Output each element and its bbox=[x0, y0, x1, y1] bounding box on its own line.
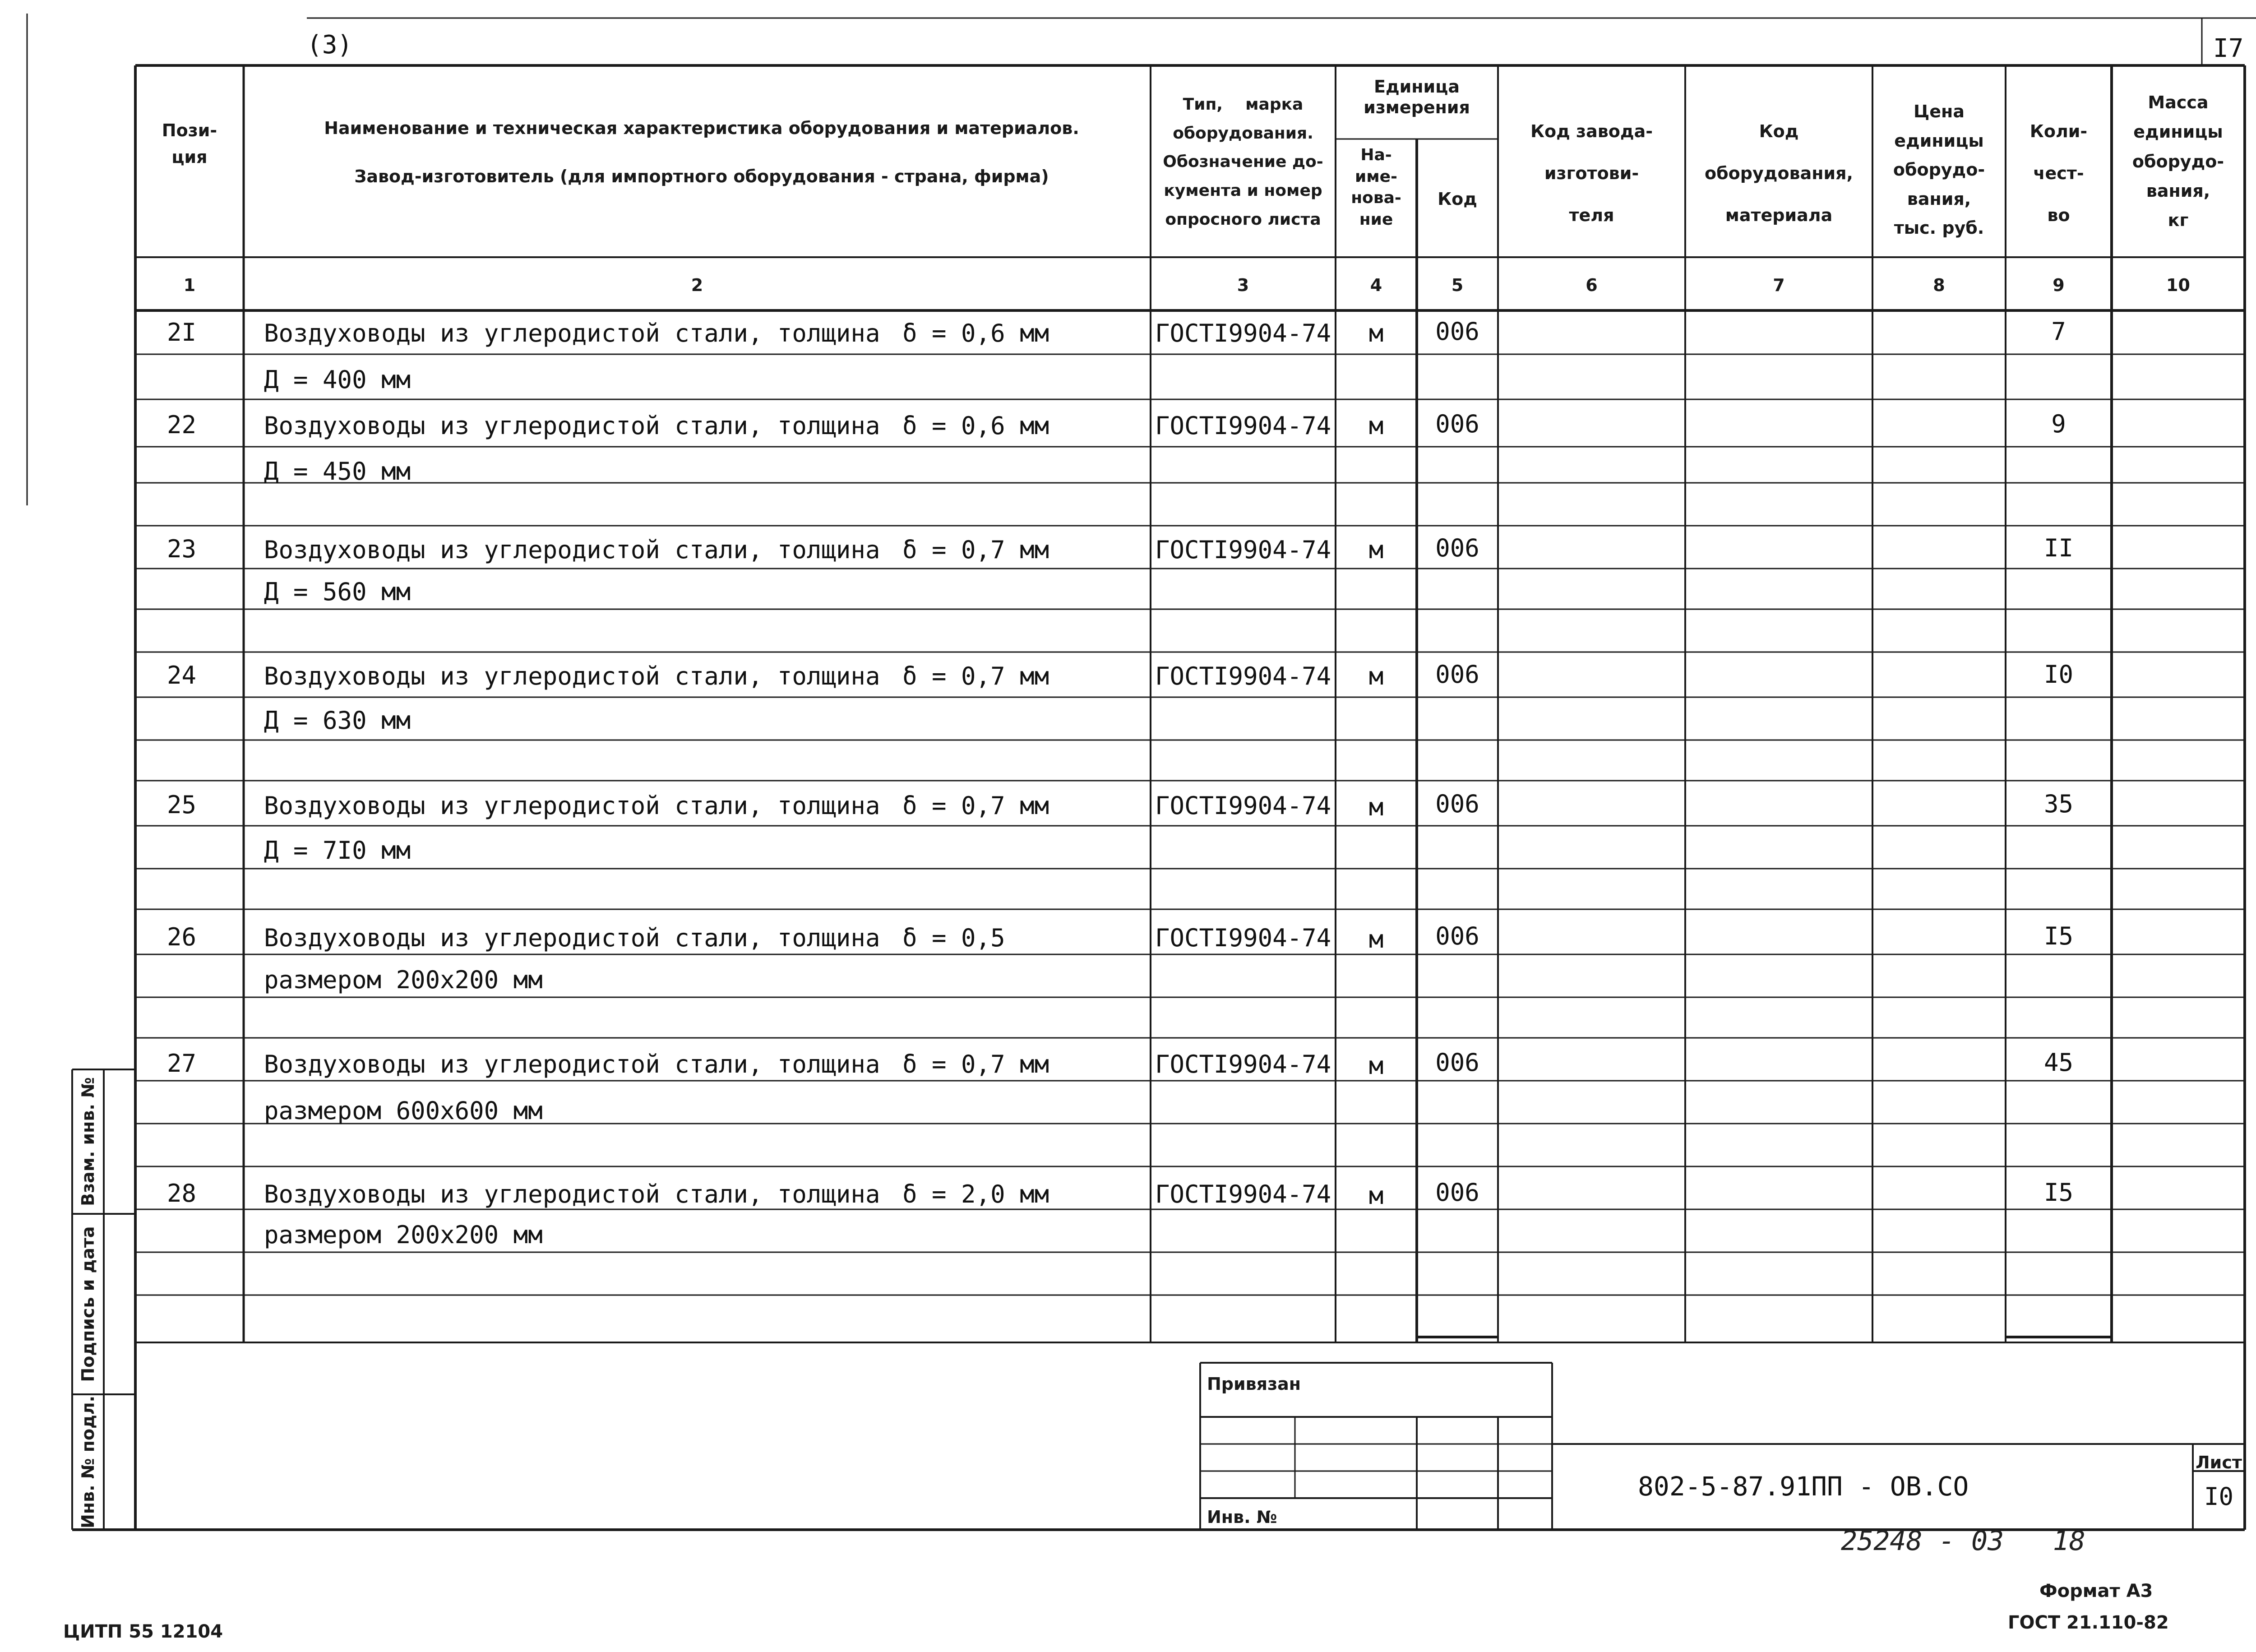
format-label: Формат А3 bbox=[2039, 1581, 2153, 1601]
row-quantity: 35 bbox=[2043, 790, 2074, 818]
row-name: Воздуховоды из углеродистой стали, толщина bbox=[264, 1050, 880, 1078]
row-quantity: I0 bbox=[2043, 660, 2074, 689]
col-num-2: 2 bbox=[691, 275, 703, 295]
row-unit-code: 006 bbox=[1435, 1178, 1479, 1207]
row-thickness: δ = 0,7 мм bbox=[902, 791, 1049, 820]
col-num-6: 6 bbox=[1586, 275, 1598, 295]
row-unit-code: 006 bbox=[1435, 790, 1479, 818]
gost-label: ГОСТ 21.110-82 bbox=[2008, 1612, 2169, 1633]
document-code: 802-5-87.91ПП - ОВ.СО bbox=[1638, 1471, 1969, 1502]
col-num-1: 1 bbox=[183, 275, 196, 295]
top-mark: (3) bbox=[307, 30, 353, 60]
row-dimension: Д = 630 мм bbox=[264, 706, 411, 735]
row-name: Воздуховоды из углеродистой стали, толщина bbox=[264, 319, 880, 347]
row-position: 27 bbox=[166, 1049, 197, 1078]
side-label-vzam: Взам. инв. № bbox=[78, 1077, 98, 1206]
row-document: ГОСТI9904-74 bbox=[1155, 1180, 1331, 1208]
row-quantity: II bbox=[2043, 534, 2074, 562]
col-num-4: 4 bbox=[1370, 275, 1382, 295]
row-unit-code: 006 bbox=[1435, 660, 1479, 689]
row-quantity: 7 bbox=[2051, 317, 2066, 346]
handwritten-number: 25248 - 03 18 bbox=[1841, 1525, 2085, 1557]
row-name: Воздуховоды из углеродистой стали, толщина bbox=[264, 1180, 880, 1208]
header-equipment-code: Код оборудования, материала bbox=[1705, 121, 1853, 226]
row-document: ГОСТI9904-74 bbox=[1155, 412, 1331, 440]
row-dimension: Д = 450 мм bbox=[264, 457, 411, 486]
row-unit-code: 006 bbox=[1435, 1048, 1479, 1077]
row-unit-code: 006 bbox=[1435, 534, 1479, 562]
header-unit-group: Единица измерения bbox=[1364, 77, 1470, 117]
header-name-line1: Наименование и техническая характеристика оборудования и материалов. bbox=[324, 118, 1079, 138]
col-num-5: 5 bbox=[1451, 275, 1464, 295]
row-unit: м bbox=[1368, 319, 1384, 347]
col-num-9: 9 bbox=[2053, 275, 2065, 295]
row-thickness: δ = 0,6 мм bbox=[902, 319, 1049, 347]
row-position: 25 bbox=[166, 791, 197, 819]
row-dimension: Д = 560 мм bbox=[264, 578, 411, 606]
header-unit-price: Цена единицы оборудо- вания, тыс. руб. bbox=[1893, 102, 1985, 238]
row-unit-code: 006 bbox=[1435, 410, 1479, 438]
row-dimension: размером 200х200 мм bbox=[264, 966, 543, 994]
list-number: I0 bbox=[2204, 1482, 2234, 1511]
row-document: ГОСТI9904-74 bbox=[1155, 924, 1331, 952]
row-unit: м bbox=[1368, 536, 1384, 564]
row-dimension: размером 600х600 мм bbox=[264, 1097, 543, 1125]
row-document: ГОСТI9904-74 bbox=[1155, 1050, 1331, 1078]
row-quantity: 9 bbox=[2051, 410, 2066, 438]
row-thickness: δ = 2,0 мм bbox=[902, 1180, 1049, 1208]
side-label-inv-podl: Инв. № подл. bbox=[78, 1395, 98, 1529]
row-name: Воздуховоды из углеродистой стали, толщина bbox=[264, 662, 880, 690]
list-label: Лист bbox=[2196, 1453, 2242, 1472]
row-dimension: Д = 400 мм bbox=[264, 366, 411, 394]
corner-page-number: I7 bbox=[2213, 34, 2244, 63]
header-plant-code: Код завода- изготови- теля bbox=[1530, 121, 1653, 226]
row-document: ГОСТI9904-74 bbox=[1155, 662, 1331, 690]
header-name-line2: Завод-изготовитель (для импортного оборудования - страна, фирма) bbox=[354, 167, 1049, 186]
row-unit-code: 006 bbox=[1435, 922, 1479, 950]
row-position: 24 bbox=[166, 661, 197, 689]
header-unit-name: На- име- нова- ние bbox=[1351, 146, 1401, 229]
row-document: ГОСТI9904-74 bbox=[1155, 791, 1331, 820]
printer-code: ЦИТП 55 12104 bbox=[63, 1621, 223, 1642]
row-dimension: размером 200х200 мм bbox=[264, 1221, 543, 1249]
col-num-10: 10 bbox=[2166, 275, 2190, 295]
col-num-3: 3 bbox=[1237, 275, 1249, 295]
header-position: Пози- ция bbox=[162, 120, 217, 167]
row-name: Воздуховоды из углеродистой стали, толщина bbox=[264, 412, 880, 440]
row-position: 28 bbox=[166, 1179, 197, 1208]
row-unit: м bbox=[1368, 793, 1384, 821]
row-position: 23 bbox=[166, 535, 197, 563]
row-name: Воздуховоды из углеродистой стали, толщина bbox=[264, 536, 880, 564]
row-thickness: δ = 0,7 мм bbox=[902, 662, 1049, 690]
col-num-8: 8 bbox=[1933, 275, 1945, 295]
row-thickness: δ = 0,6 мм bbox=[902, 412, 1049, 440]
row-document: ГОСТI9904-74 bbox=[1155, 319, 1331, 347]
stamp-privyazan: Привязан bbox=[1207, 1374, 1301, 1394]
row-position: 2I bbox=[166, 318, 197, 347]
row-document: ГОСТI9904-74 bbox=[1155, 536, 1331, 564]
row-position: 22 bbox=[166, 411, 197, 439]
header-unit-mass: Масса единицы оборудо- вания, кг bbox=[2132, 93, 2224, 231]
header-unit-code: Код bbox=[1438, 189, 1477, 209]
stamp-inv-no: Инв. № bbox=[1207, 1507, 1277, 1527]
row-quantity: 45 bbox=[2043, 1048, 2074, 1077]
row-unit-code: 006 bbox=[1435, 317, 1479, 346]
header-quantity: Коли- чест- во bbox=[2029, 121, 2088, 226]
row-name: Воздуховоды из углеродистой стали, толщина bbox=[264, 791, 880, 820]
row-quantity: I5 bbox=[2043, 1178, 2074, 1207]
row-unit: м bbox=[1368, 1181, 1384, 1210]
row-unit: м bbox=[1368, 925, 1384, 953]
col-num-7: 7 bbox=[1773, 275, 1785, 295]
row-position: 26 bbox=[166, 923, 197, 951]
side-label-podpis: Подпись и дата bbox=[78, 1226, 98, 1382]
row-unit: м bbox=[1368, 412, 1384, 440]
row-thickness: δ = 0,7 мм bbox=[902, 1050, 1049, 1078]
row-thickness: δ = 0,7 мм bbox=[902, 536, 1049, 564]
row-quantity: I5 bbox=[2043, 922, 2074, 950]
row-unit: м bbox=[1368, 1051, 1384, 1080]
row-dimension: Д = 7I0 мм bbox=[264, 836, 411, 865]
header-type-mark: Тип, марка оборудования. Обозначение до- кумента и номер опросного листа bbox=[1163, 95, 1323, 229]
row-unit: м bbox=[1368, 662, 1384, 690]
row-thickness: δ = 0,5 bbox=[902, 924, 1005, 952]
row-name: Воздуховоды из углеродистой стали, толщина bbox=[264, 924, 880, 952]
